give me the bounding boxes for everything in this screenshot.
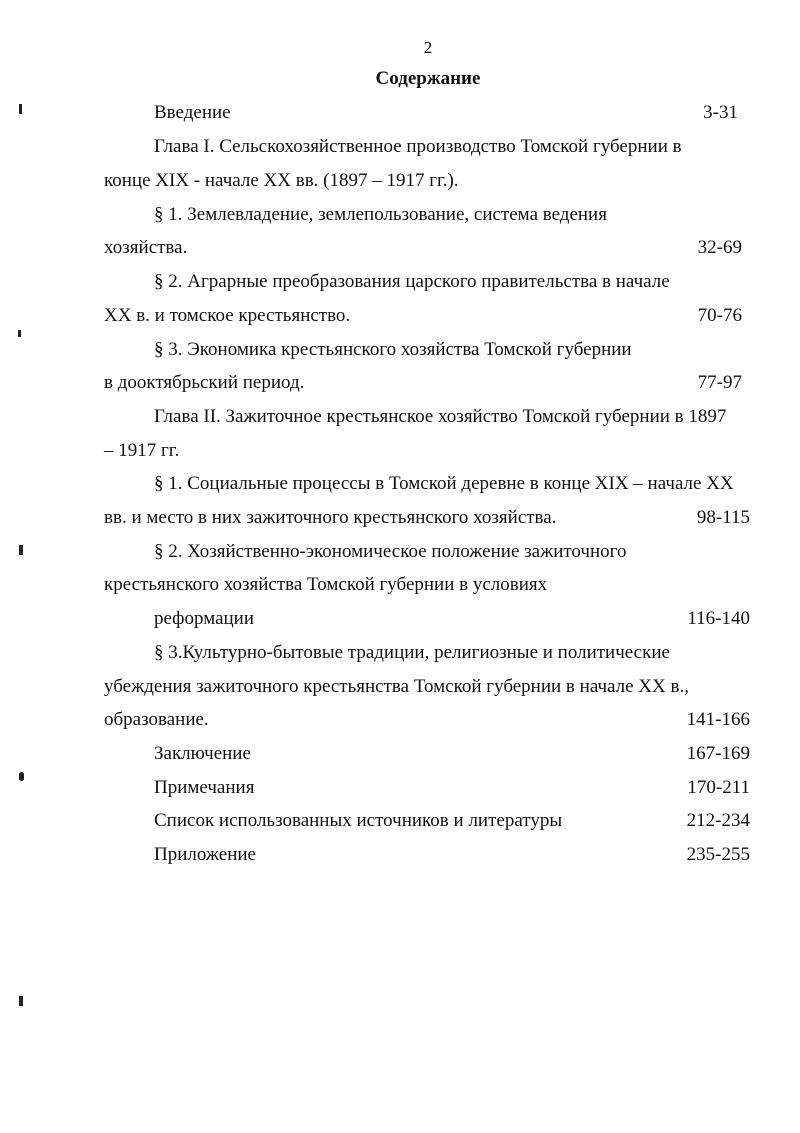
toc-sources-page: 212-234	[686, 810, 750, 831]
toc-ch2-line1: Глава II. Зажиточное крестьянское хозяйство Томской губернии в 1897	[154, 406, 727, 427]
scan-mark	[19, 996, 23, 1006]
toc-ch2-s2-line1: § 2. Хозяйственно-экономическое положение зажиточного	[154, 541, 627, 562]
toc-appendix-text: Приложение	[154, 844, 256, 865]
toc-ch2-s2-line2: крестьянского хозяйства Томской губернии в условиях	[104, 574, 548, 595]
toc-ch2-s2-page: 116-140	[687, 608, 750, 629]
toc-ch1-line2: конце XIX - начале XX вв. (1897 – 1917 гг.).	[104, 170, 459, 191]
page-number: 2	[423, 38, 433, 57]
toc-ch2-line2: – 1917 гг.	[104, 440, 180, 461]
toc-notes-page: 170-211	[687, 777, 750, 798]
toc-ch1-s2-page: 70-76	[697, 305, 742, 326]
toc-ch1-s3-line1: § 3. Экономика крестьянского хозяйства Томской губернии	[154, 339, 632, 360]
toc-ch2-s1-line2: вв. и место в них зажиточного крестьянского хозяйства.	[104, 507, 557, 528]
scan-mark	[19, 772, 24, 781]
toc-notes-text: Примечания	[154, 777, 255, 798]
toc-ch1-line1: Глава I. Сельскохозяйственное производство Томской губернии в	[154, 136, 682, 157]
toc-ch2-s3-line1: § 3.Культурно-бытовые традиции, религиозные и политические	[154, 642, 670, 663]
toc-intro-text: Введение	[154, 102, 231, 123]
toc-ch2-s3-line2: убеждения зажиточного крестьянства Томской губернии в начале XX в.,	[104, 676, 689, 697]
toc-ch2-s1-page: 98-115	[696, 507, 750, 528]
toc-ch1-s2-line1: § 2. Аграрные преобразования царского правительства в начале	[154, 271, 670, 292]
scan-mark	[19, 545, 23, 555]
toc-ch2-s3-line3: образование.	[104, 709, 209, 730]
toc-ch1-s1-line1: § 1. Землевладение, землепользование, система ведения	[154, 204, 607, 225]
toc-ch2-s3-page: 141-166	[686, 709, 750, 730]
toc-conclusion-text: Заключение	[154, 743, 251, 764]
toc-conclusion-page: 167-169	[686, 743, 750, 764]
toc-ch1-s1-line2: хозяйства.	[104, 237, 188, 258]
toc-ch1-s2-line2: XX в. и томское крестьянство.	[104, 305, 351, 326]
toc-ch1-s3-line2: в дооктябрьский период.	[104, 372, 305, 393]
scan-mark	[19, 104, 22, 114]
toc-appendix-page: 235-255	[686, 844, 750, 865]
toc-sources-text: Список использованных источников и литературы	[154, 810, 563, 831]
toc-ch1-s3-page: 77-97	[697, 372, 742, 393]
toc-ch1-s1-page: 32-69	[697, 237, 742, 258]
toc-ch2-s1-line1: § 1. Социальные процессы в Томской деревне в конце XIX – начале XX	[154, 473, 734, 494]
toc-intro-page: 3-31	[703, 102, 738, 123]
scan-mark	[18, 330, 21, 337]
page-title: Содержание	[375, 68, 481, 89]
toc-ch2-s2-line3: реформации	[154, 608, 255, 629]
